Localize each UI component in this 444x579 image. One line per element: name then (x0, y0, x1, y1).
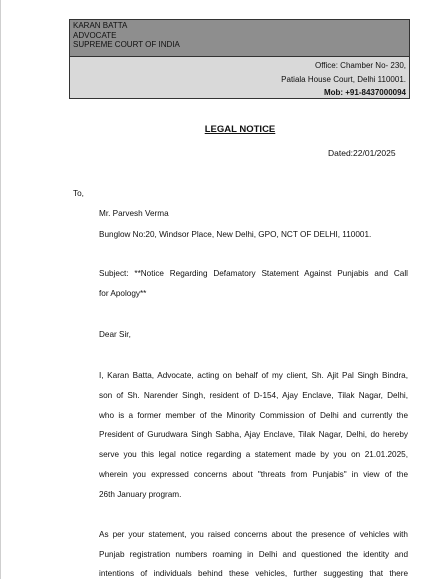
paragraph1-line: son of Sh. Narender Singh, resident of D-154, Ajay Enclave, Tilak Nagar, Delhi, (99, 391, 408, 400)
paragraph1-line-last: 26th January program. (99, 490, 182, 499)
advocate-name: KARAN BATTA (73, 21, 128, 30)
office-chamber: Office: Chamber No- 230, (314, 61, 406, 70)
paragraph2-line: As per your statement, you raised concerns about the presence of vehicles with (99, 530, 408, 539)
paragraph1-line: wherein you expressed concerns about "threats from Punjabis" in view of the (99, 470, 408, 479)
recipient-name: Mr. Parvesh Verma (99, 209, 169, 218)
paragraph1-line: serve you this legal notice regarding a statement made by you on 21.01.2025, (99, 450, 408, 459)
notice-title: LEGAL NOTICE (204, 124, 276, 135)
to-line: To, (73, 189, 84, 198)
letterhead-identity (70, 20, 409, 57)
mobile-number: Mob: +91-8437000094 (323, 88, 406, 97)
advocate-designation: ADVOCATE (73, 30, 117, 40)
subject-line-1: Subject: **Notice Regarding Defamatory Statement Against Punjabis and Call (99, 269, 408, 278)
letterhead (69, 19, 410, 99)
paragraph1-line: I, Karan Batta, Advocate, acting on behalf of my client, Sh. Ajit Pal Singh Bindra, (99, 371, 408, 380)
letterhead-contact (70, 57, 409, 98)
paragraph1-line: who is a former member of the Minority Commission of Delhi and currently the (99, 411, 408, 420)
subject-line-2: for Apology** (99, 289, 147, 298)
advocate-court: SUPREME COURT OF INDIA (73, 40, 180, 49)
paragraph1-line: President of Gurudwara Singh Sabha, Ajay Enclave, Tilak Nagar, Delhi, do hereby (99, 430, 408, 439)
salutation: Dear Sir, (99, 330, 131, 339)
page-edge (0, 0, 1, 579)
recipient-address: Bunglow No:20, Windsor Place, New Delhi, GPO, NCT OF DELHI, 110001. (99, 230, 372, 239)
paragraph2-line: Punjab registration numbers roaming in Delhi and questioned the identity and (99, 550, 408, 559)
paragraph2-line: intentions of individuals behind these vehicles, further suggesting that there (99, 569, 408, 578)
office-address: Patiala House Court, Delhi 110001. (281, 74, 406, 84)
notice-date: Dated:22/01/2025 (328, 148, 396, 158)
